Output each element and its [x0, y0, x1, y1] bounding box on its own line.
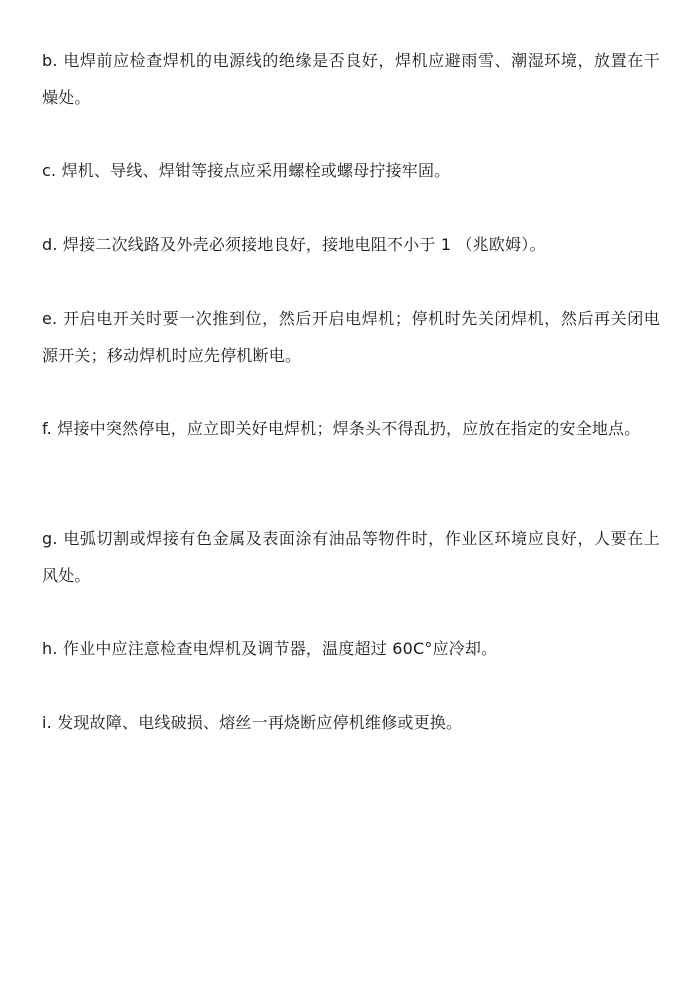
paragraph-c: c. 焊机、导线、焊钳等接点应采用螺栓或螺母拧接牢固。	[42, 161, 451, 180]
paragraph-b: b. 电焊前应检查焊机的电源线的绝缘是否良好，焊机应避雨雪、潮湿环境，放置在干燥处。	[42, 51, 660, 107]
paragraph-i: i. 发现故障、电线破损、熔丝一再烧断应停机维修或更换。	[42, 713, 463, 732]
paragraph-e: e. 开启电开关时要一次推到位，然后开启电焊机；停机时先关闭焊机，然后再关闭电源开关；移动焊机时应先停机断电。	[42, 309, 660, 365]
paragraph-g: g. 电弧切割或焊接有色金属及表面涂有油品等物件时，作业区环境应良好，人要在上风处。	[42, 529, 660, 585]
paragraph-f: f. 焊接中突然停电，应立即关好电焊机；焊条头不得乱扔，应放在指定的安全地点。	[42, 419, 641, 438]
paragraph-d: d. 焊接二次线路及外壳必须接地良好，接地电阻不小于 1 （兆欧姆）。	[42, 235, 546, 254]
paragraph-h: h. 作业中应注意检查电焊机及调节器，温度超过 60C°应冷却。	[42, 639, 498, 658]
